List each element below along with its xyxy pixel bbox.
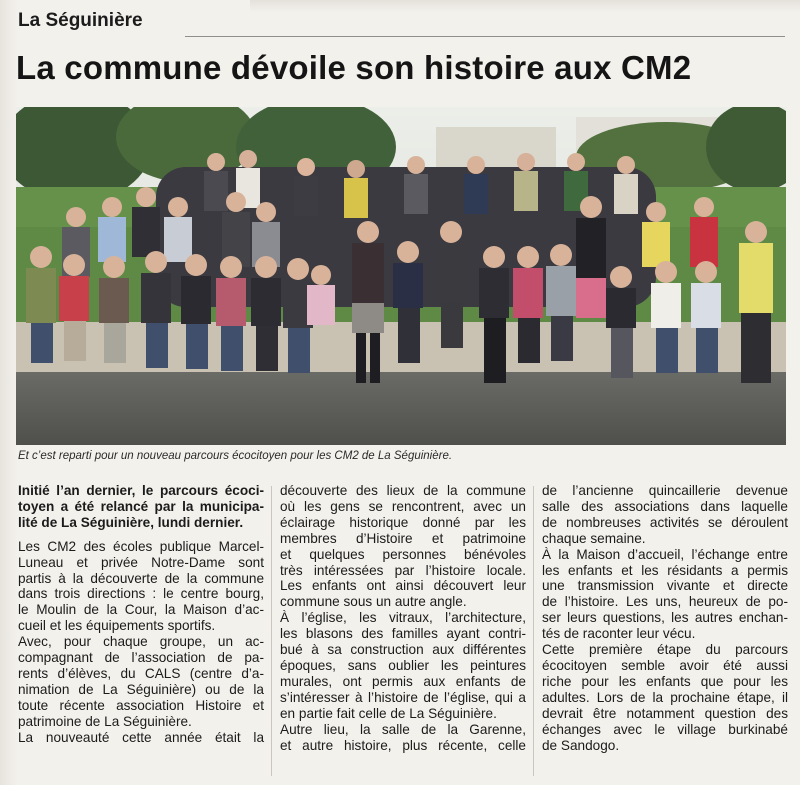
body-line: toute récente association Histoire et	[18, 697, 264, 713]
group-photo-icon	[16, 107, 786, 445]
body-line: en partie fait celle de La Séguinière.	[280, 705, 497, 721]
body-line: salle des associations dans laquelle	[542, 498, 788, 514]
body-line: nimation de La Séguinière) ou de la	[18, 681, 264, 697]
body-line: découverte des lieux de la commune	[280, 483, 526, 498]
body-line: s’intéresser à l’histoire de l’église, qui a	[280, 689, 526, 705]
body-line: et autre histoire, plus récente, celle	[280, 737, 526, 753]
column-divider	[533, 486, 534, 776]
body-line: murales, ont permis aux enfants de	[280, 673, 526, 689]
body-line: Les enfants ont ainsi découvert leur	[280, 578, 526, 594]
body-line: ser leurs questions, les autres enchan-	[542, 610, 788, 626]
body-line: patrimoine de La Séguinière.	[18, 713, 192, 729]
adjacent-article-edge	[250, 0, 800, 12]
body-line: échanges avec le village burkinabé	[542, 721, 788, 737]
body-line: écocitoyen semble avoir été aussi	[542, 657, 788, 673]
body-line: où les gens se rencontrent, avec un	[280, 498, 526, 514]
body-line: rents d’élèves, du CALS (centre d’a-	[18, 665, 264, 681]
body-line: Les CM2 des écoles publique Marcel-	[18, 538, 264, 554]
body-line: membres d’Histoire et patrimoine	[280, 530, 526, 546]
body-line: de l’ancienne quincaillerie devenue	[542, 483, 788, 498]
body-line: À l’église, les vitraux, l’architecture,	[280, 610, 526, 626]
body-line: devrait être notamment question des	[542, 705, 788, 721]
body-line: La nouveauté cette année était la	[18, 729, 264, 745]
group-photo	[16, 107, 786, 445]
body-line: Autre lieu, la salle de la Garenne,	[280, 721, 526, 737]
section-label: La Séguinière	[18, 10, 143, 31]
body-line: À la Maison d’accueil, l’échange entre	[542, 546, 788, 562]
body-line: de nombreuses activités se déroulent	[542, 514, 788, 530]
column-divider	[271, 486, 272, 776]
body-line: chaque semaine.	[542, 530, 646, 546]
body-line: Avec, pour chaque groupe, un ac-	[18, 634, 264, 650]
body-line: et quelques personnes bénévoles	[280, 546, 526, 562]
section-divider	[185, 36, 785, 37]
photo-caption: Et c’est reparti pour un nouveau parcours écocitoyen pour les CM2 de La Séguinière.	[18, 450, 453, 462]
lead-line: lité de La Séguinière, lundi dernier.	[18, 514, 244, 530]
body-line: Cette première étape du parcours	[542, 642, 788, 658]
body-line: époques, sans oublier les peintures	[280, 657, 526, 673]
body-line: partis à la découverte de la commune	[18, 570, 264, 586]
body-line: riche pour les enfants que pour les	[542, 673, 788, 689]
body-line: compagnant de l’association de pa-	[18, 650, 264, 666]
body-line: de Sandogo.	[542, 737, 620, 753]
body-line: éclairage historique donné par les	[280, 514, 526, 530]
body-line: très intéressées par l’histoire locale.	[280, 562, 526, 578]
body-line: tés de raconter leur vécu.	[542, 626, 696, 642]
article-column-2	[280, 483, 526, 753]
lead-line: toyen a été relancé par la municipa-	[18, 498, 264, 514]
body-line: Luneau et privée Notre-Dame sont	[18, 554, 264, 570]
body-line: le Moulin de la Cour, la Maison d’ac-	[18, 602, 264, 618]
body-line: de l’histoire. Les uns, heureux de po-	[542, 594, 788, 610]
body-line: une transmission vivante et directe	[542, 578, 788, 594]
body-line: adultes. Lors de la prochaine étape, il	[542, 689, 788, 705]
lead-line: Initié l’an dernier, le parcours écoci-	[18, 483, 264, 498]
body-line: cueil et les équipements sportifs.	[18, 618, 216, 634]
article-column-1	[18, 483, 264, 746]
article-headline: La commune dévoile son histoire aux CM2	[16, 49, 692, 86]
body-line: les enfants et les résidants a permis	[542, 562, 788, 578]
body-line: bué à sa construction aux différentes	[280, 642, 526, 658]
article-column-3	[542, 483, 788, 753]
body-line: commune sous un autre angle.	[280, 594, 467, 610]
body-line: les blasons des familles ayant contri-	[280, 626, 526, 642]
article-lead	[18, 483, 264, 531]
body-line: dans trois directions : le centre bourg,	[18, 586, 264, 602]
